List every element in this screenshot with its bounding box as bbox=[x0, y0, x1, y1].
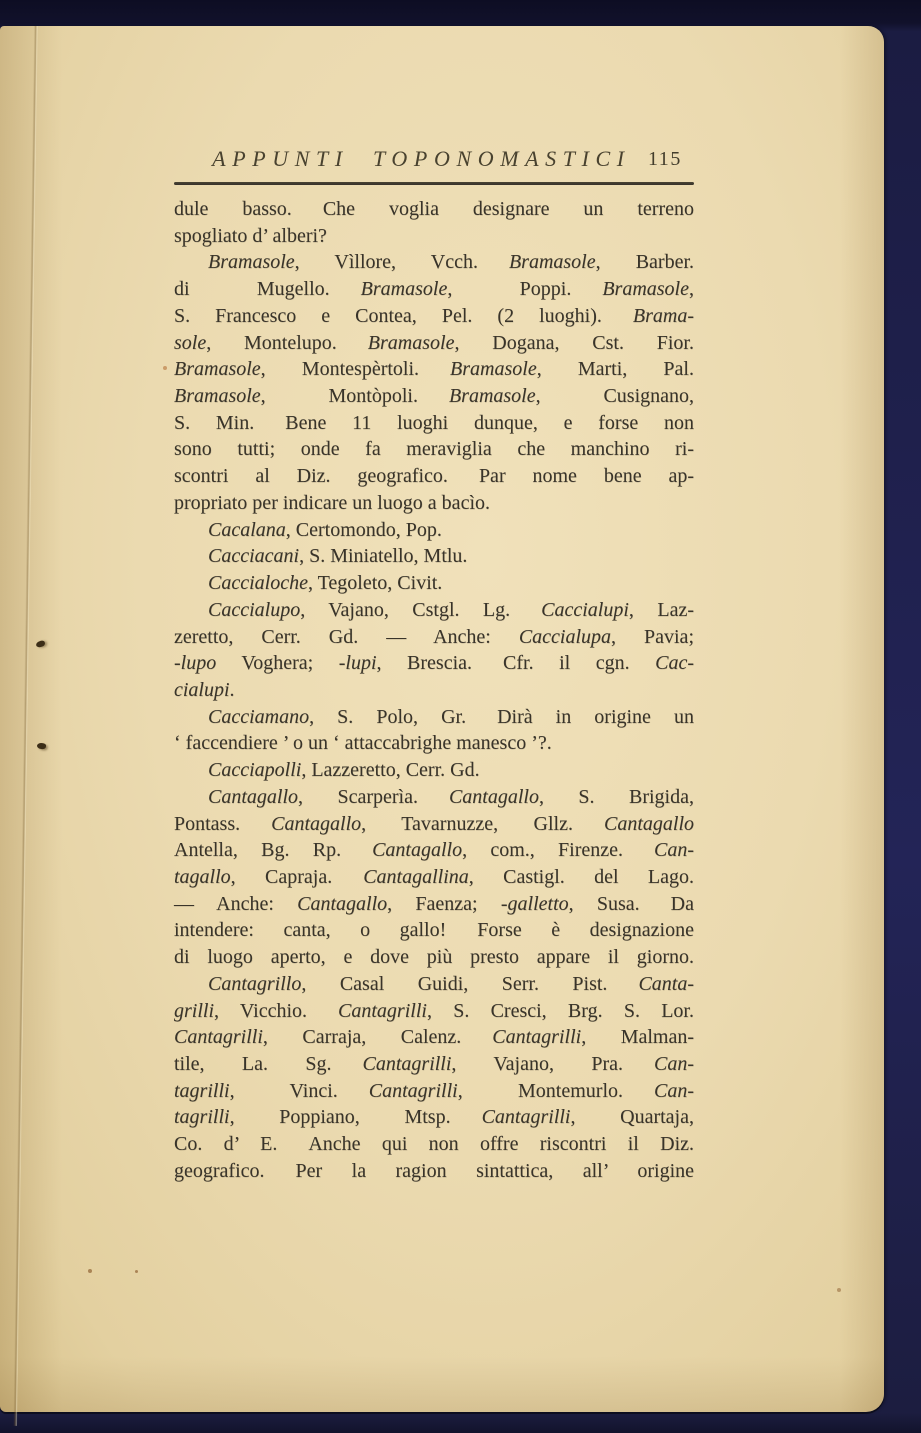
text-segment: , Montemurlo. bbox=[457, 1079, 623, 1102]
text-segment: ‘ faccendiere ’ o un ‘ attaccabrighe manesco ’?. bbox=[174, 732, 552, 755]
text-segment: di Mugello. bbox=[174, 278, 330, 301]
text-segment: , Poppi. bbox=[447, 278, 572, 301]
text-segment: , Laz- bbox=[628, 598, 694, 621]
text-segment: , S. Miniatello, Mtlu. bbox=[299, 545, 468, 568]
text-segment: , Vìllore, Vcch. bbox=[294, 251, 478, 274]
text-segment: zeretto, Cerr. Gd. — Anche: bbox=[174, 625, 519, 648]
text-line bbox=[174, 677, 694, 704]
text-line bbox=[174, 356, 694, 383]
text-segment: -lupi bbox=[338, 652, 377, 675]
text-line bbox=[174, 436, 694, 463]
text-segment: , Tavarnuzze, Gllz. bbox=[361, 812, 573, 835]
text-segment: , Montelupo. bbox=[206, 331, 337, 354]
text-segment: S. Min. bbox=[174, 411, 255, 434]
text-segment: , Tegoleto, Civit. bbox=[307, 572, 443, 595]
text-segment: Antella, Bg. Rp. bbox=[174, 839, 342, 862]
text-segment: , Susa. bbox=[568, 892, 640, 915]
text-segment: , Faenza; bbox=[387, 892, 501, 915]
text-segment: , Vicchio. bbox=[214, 999, 308, 1022]
text-segment: , Malman- bbox=[581, 1026, 694, 1049]
text-segment: Bramasole bbox=[450, 358, 537, 381]
text-segment: Brama- bbox=[632, 304, 694, 327]
text-segment: -lupo bbox=[174, 652, 217, 675]
text-segment: di luogo aperto, e dove più presto appare il giorno. bbox=[174, 946, 694, 969]
text-segment: S. Francesco e Contea, Pel. (2 luoghi). bbox=[174, 304, 602, 327]
text-segment: Cantagallo bbox=[297, 892, 388, 915]
text-segment: , Vinci. bbox=[229, 1079, 338, 1102]
text-segment: Can- bbox=[654, 1053, 694, 1075]
text-segment: Cantagrilli bbox=[338, 999, 427, 1022]
paper-speck bbox=[135, 1270, 138, 1273]
text-line bbox=[174, 811, 694, 838]
text-line bbox=[174, 490, 694, 517]
text-segment: , S. Polo, Gr. bbox=[309, 705, 467, 728]
header-rule bbox=[174, 182, 694, 185]
text-segment: , Casal Guidi, Serr. Pist. bbox=[301, 972, 608, 995]
text-segment: grilli bbox=[174, 999, 215, 1022]
text-segment: Bramasole bbox=[174, 358, 261, 381]
paper-speck bbox=[837, 1288, 841, 1292]
text-segment: Co. d’ E. bbox=[174, 1133, 278, 1156]
text-segment: , Vajano, Pra. bbox=[451, 1053, 623, 1075]
text-segment: tagrilli bbox=[174, 1106, 230, 1129]
text-line bbox=[174, 917, 694, 944]
text-segment: tagrilli bbox=[174, 1079, 230, 1102]
text-segment: , Montespèrtoli. bbox=[260, 358, 420, 381]
text-line bbox=[174, 971, 694, 998]
text-segment: Cantagrilli bbox=[368, 1079, 458, 1102]
text-segment: Bramasole bbox=[508, 251, 596, 274]
text-segment: , com., Firenze. bbox=[462, 839, 623, 862]
text-segment: , Castigl. del Lago. bbox=[468, 865, 694, 888]
text-segment: Per la ragion sintattica, all’ origine bbox=[295, 1159, 694, 1182]
text-segment: Cfr. il cgn. bbox=[503, 652, 656, 675]
text-segment: , S. Brigida, bbox=[538, 785, 694, 808]
text-segment: -galletto bbox=[500, 892, 569, 915]
text-segment: Bramasole bbox=[367, 331, 455, 354]
text-block bbox=[174, 144, 694, 1185]
binding-stitch-mark bbox=[37, 742, 47, 749]
text-segment: — Anche: bbox=[174, 892, 298, 915]
text-segment: Cantagallo bbox=[208, 785, 299, 808]
text-line bbox=[174, 463, 694, 490]
text-line bbox=[174, 1051, 694, 1078]
text-line bbox=[174, 517, 694, 544]
text-segment: Cantagrilli bbox=[362, 1053, 452, 1075]
paper-speck bbox=[88, 1269, 92, 1273]
text-segment: Cantagrilli bbox=[174, 1026, 263, 1049]
text-segment: Can- bbox=[654, 1079, 694, 1102]
text-segment: scontri al Diz. geografico. bbox=[174, 465, 448, 488]
text-segment: Cantagallo bbox=[271, 812, 362, 835]
text-segment: , Certomondo, Pop. bbox=[285, 518, 442, 541]
text-segment: Forse è designazione bbox=[477, 919, 694, 942]
text-line bbox=[174, 249, 694, 276]
text-line bbox=[174, 891, 694, 918]
text-line bbox=[174, 864, 694, 891]
text-segment: tile, La. Sg. bbox=[174, 1053, 332, 1075]
text-segment: , Capraja. bbox=[230, 865, 333, 888]
text-segment: tagallo bbox=[174, 865, 231, 888]
text-segment: , Brescia. bbox=[376, 652, 473, 675]
text-segment: Cantagallina bbox=[363, 865, 469, 888]
text-segment: , Pavia; bbox=[611, 625, 694, 648]
text-line bbox=[174, 330, 694, 357]
text-segment: Caccialupa bbox=[518, 625, 612, 648]
text-segment: Cantagallo bbox=[603, 812, 694, 835]
text-segment: Cantagallo bbox=[448, 785, 539, 808]
text-line bbox=[174, 1024, 694, 1051]
text-segment: sole bbox=[174, 331, 207, 354]
text-segment: Cantagallo bbox=[372, 839, 463, 862]
text-segment: dule basso. bbox=[174, 198, 292, 220]
paper-speck bbox=[163, 366, 167, 370]
binding-stitch-mark bbox=[35, 640, 45, 648]
text-segment: intendere: canta, o gallo! bbox=[174, 919, 447, 942]
text-line bbox=[174, 597, 694, 624]
text-line bbox=[174, 730, 694, 757]
text-segment: Caccialoche bbox=[208, 572, 308, 595]
text-segment: , Carraja, Calenz. bbox=[262, 1026, 462, 1049]
text-line bbox=[174, 543, 694, 570]
text-line bbox=[174, 650, 694, 677]
text-segment: Bramasole bbox=[174, 385, 261, 408]
text-segment: Cacciamano bbox=[208, 705, 310, 728]
page-number: 115 bbox=[647, 148, 682, 170]
book-page bbox=[0, 26, 884, 1412]
text-segment: Voghera; bbox=[216, 652, 339, 675]
text-line bbox=[174, 998, 694, 1025]
text-segment: propriato per indicare un luogo a bacìo. bbox=[174, 491, 490, 514]
text-segment: Da bbox=[670, 892, 694, 915]
text-segment: Che voglia designare un terreno bbox=[322, 198, 694, 220]
text-segment: Bramasole bbox=[208, 251, 295, 274]
text-line bbox=[174, 1131, 694, 1158]
text-segment: Cantagrillo bbox=[208, 972, 302, 995]
text-segment: Anche qui non offre riscontri il Diz. bbox=[308, 1133, 694, 1156]
text-segment: sono tutti; onde fa meraviglia che manchino ri- bbox=[174, 438, 694, 461]
text-line bbox=[174, 276, 694, 303]
text-line bbox=[174, 784, 694, 811]
text-segment: Cantagrilli bbox=[481, 1106, 571, 1129]
text-segment: , Poppiano, Mtsp. bbox=[229, 1106, 451, 1129]
text-lines bbox=[174, 196, 694, 1185]
text-segment: , Lazzeretto, Cerr. Gd. bbox=[301, 759, 480, 782]
text-segment: Bramasole bbox=[602, 278, 689, 301]
text-line bbox=[174, 624, 694, 651]
text-line bbox=[174, 383, 694, 410]
gutter-crease bbox=[13, 26, 38, 1426]
text-segment: Bramasole bbox=[360, 278, 448, 301]
page-header bbox=[174, 144, 694, 180]
text-segment: geografico. bbox=[174, 1159, 265, 1182]
text-segment: Cacciacani bbox=[208, 545, 300, 568]
text-segment: , Montòpoli. bbox=[260, 385, 418, 408]
header-title: APPUNTI TOPONOMASTICI bbox=[212, 146, 631, 171]
text-segment: Dirà in origine un bbox=[497, 705, 694, 728]
text-segment: , S. Cresci, Brg. S. Lor. bbox=[426, 999, 694, 1022]
text-line bbox=[174, 1158, 694, 1185]
text-segment: , Quartaja, bbox=[570, 1106, 694, 1129]
text-line bbox=[174, 223, 694, 250]
text-segment: , Marti, Pal. bbox=[536, 358, 694, 381]
text-line bbox=[174, 704, 694, 731]
text-line bbox=[174, 196, 694, 223]
text-segment: , bbox=[689, 278, 694, 301]
text-line bbox=[174, 1078, 694, 1105]
text-segment: cialupi bbox=[174, 678, 230, 701]
text-line bbox=[174, 1104, 694, 1131]
text-segment: Bramasole bbox=[448, 385, 536, 408]
text-line bbox=[174, 570, 694, 597]
text-segment: Canta- bbox=[638, 972, 694, 995]
text-segment: Caccialupi bbox=[541, 598, 629, 621]
text-segment: Pontass. bbox=[174, 812, 241, 835]
text-segment: spogliato d’ alberi? bbox=[174, 224, 327, 247]
text-segment: , Dogana, Cst. Fior. bbox=[454, 331, 694, 354]
text-segment: Caccialupo bbox=[208, 598, 301, 621]
text-segment: , Barber. bbox=[595, 251, 695, 274]
text-line bbox=[174, 837, 694, 864]
text-segment: Cac- bbox=[655, 652, 694, 675]
text-line bbox=[174, 303, 694, 330]
text-segment: Can- bbox=[654, 839, 694, 862]
text-segment: Bene 11 luoghi dunque, e forse non bbox=[285, 411, 695, 434]
text-line bbox=[174, 944, 694, 971]
text-segment: Par nome bene ap- bbox=[478, 465, 694, 488]
text-segment: Cacalana bbox=[208, 518, 286, 541]
text-segment: , Vajano, Cstgl. Lg. bbox=[300, 598, 511, 621]
text-line bbox=[174, 410, 694, 437]
text-segment: . bbox=[229, 678, 235, 701]
text-segment: , Scarperìa. bbox=[298, 785, 418, 808]
text-segment: Cacciapolli bbox=[208, 759, 302, 782]
text-segment: Cantagrilli bbox=[492, 1026, 582, 1049]
text-line bbox=[174, 757, 694, 784]
text-segment: , Cusignano, bbox=[535, 385, 695, 408]
